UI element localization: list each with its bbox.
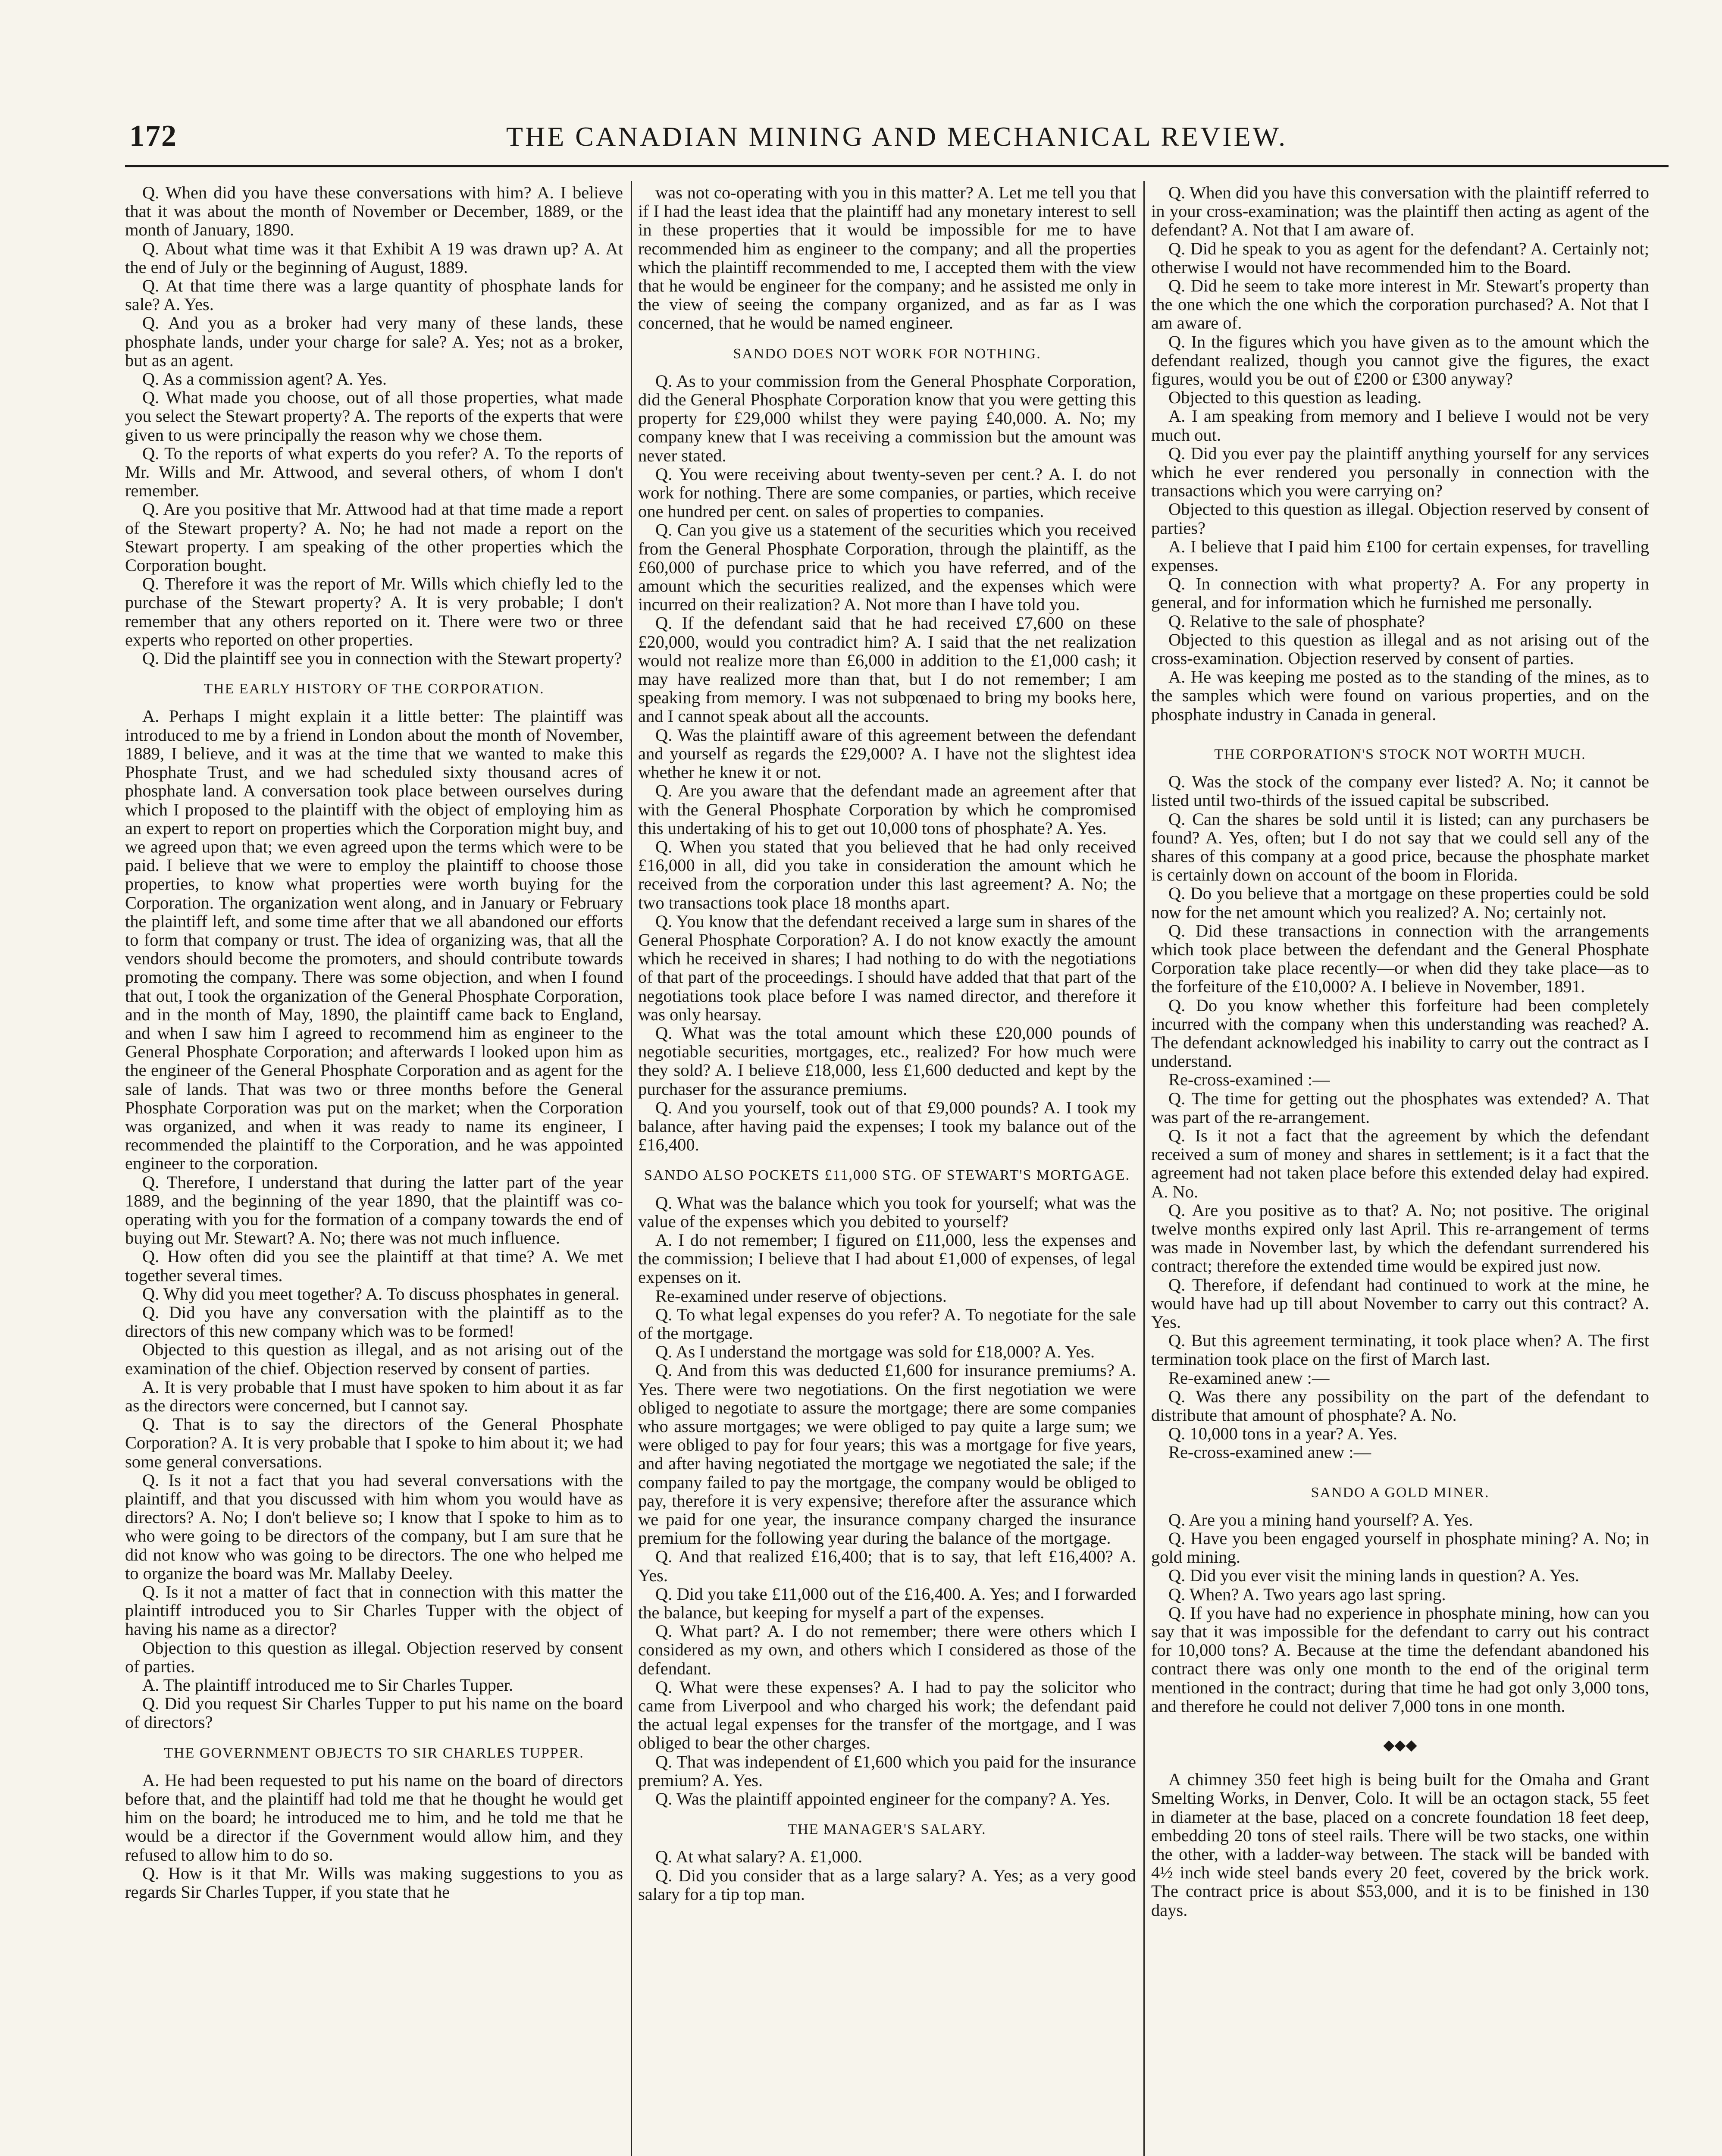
section-heading: SANDO ALSO POCKETS £11,000 STG. OF STEWART'S MORTGAGE. <box>644 1167 1130 1184</box>
paragraph: Q. How often did you see the plaintiff at that time? A. We met together several times. <box>125 1247 623 1285</box>
paragraph: Q. Why did you meet together? A. To discuss phosphates in general. <box>142 1284 620 1304</box>
paragraph: Q. Do you believe that a mortgage on these properties could be sold now for the net amount which you realized? A. No; certainly not. <box>1151 884 1649 922</box>
paragraph: Q. Did he speak to you as agent for the defendant? A. Certainly not; otherwise I would not have recommended him to the Board. <box>1151 238 1649 277</box>
article-column-2 <box>638 183 1136 2156</box>
paragraph: Q. As I understand the mortgage was sold for £18,000? A. Yes. <box>655 1342 1095 1362</box>
paragraph: Q. Is it not a matter of fact that in connection with this matter the plaintiff introduced you to Sir Charles Tupper with the object of having his name as a director? <box>125 1582 623 1639</box>
paragraph: Q. What was the balance which you took for yourself; what was the value of the expenses which you debited to yourself? <box>638 1193 1136 1231</box>
paragraph: Q. When did you have these conversations with him? A. I believe that it was about the month of November or December, 1889, or the month of January, 1890. <box>125 183 623 240</box>
paragraph: Q. Did you take £11,000 out of the £16,400. A. Yes; and I forwarded the balance, but keeping for myself a part of the expenses. <box>638 1584 1136 1623</box>
column-divider <box>631 181 632 2156</box>
paragraph: Q. If you have had no experience in phosphate mining, how can you say that it was impossible for the defendant to carry out his contract for 10,000 tons? A. Because at the time the defendant abandoned his contract there was only one month to the end of the original term mentioned in the contract; during that time he had got only 3,000 tons, and therefore he could not deliver 7,000 tons in one month. <box>1151 1603 1649 1716</box>
paragraph: Q. When? A. Two years ago last spring. <box>1168 1584 1446 1604</box>
paragraph: Q. And from this was deducted £1,600 for insurance premiums? A. Yes. There were two negotiations. On the first negotiation we were obliged to negotiate to assure the mortgage; there are some companies who assure mortgages; we were obliged to pay quite a large sum; we were obliged to pay for four years; this was a mortgage for five years, and after having negotiated the mortgage we negotiated the sale; if the company failed to pay the mortgage, the company would be obliged to pay, therefore it is very expensive; therefore after the assurance which we paid for one year, the insurance company charged the insurance premium for the following year during the balance of the mortgage. <box>638 1360 1136 1548</box>
paragraph: Q. In connection with what property? A. For any property in general, and for information which he furnished me personally. <box>1151 574 1649 612</box>
paragraph: Q. What was the total amount which these £20,000 pounds of negotiable securities, mortgages, etc., realized? For how much were they sold? A. I believe £18,000, less £1,600 deducted and kept by the purchaser for the assurance premiums. <box>638 1023 1136 1099</box>
paragraph: Q. Did you consider that as a large salary? A. Yes; as a very good salary for a tip top man. <box>638 1865 1136 1904</box>
paragraph: Objected to this question as illegal. Objection reserved by consent of parties? <box>1151 499 1649 538</box>
paragraph: Q. Relative to the sale of phosphate? <box>1168 611 1425 631</box>
paragraph: Q. What were these expenses? A. I had to pay the solicitor who came from Liverpool and who charged his work; the defendant paid the actual legal expenses for the transfer of the mortgage, and I was obliged to bear the other charges. <box>638 1677 1136 1753</box>
paragraph: Q. When did you have this conversation with the plaintiff referred to in your cross-examination; was the plaintiff then acting as agent of the defendant? A. Not that I am aware of. <box>1151 183 1649 240</box>
paragraph: Re-examined anew :— <box>1168 1368 1330 1388</box>
paragraph: Q. Was the plaintiff appointed engineer for the company? A. Yes. <box>655 1789 1110 1809</box>
paragraph: Q. Do you know whether this forfeiture had been completely incurred with the company when this understanding was reached? A. The defendant acknowledged his inability to carry out the contract as I understand. <box>1151 995 1649 1071</box>
paragraph: Q. About what time was it that Exhibit A 19 was drawn up? A. At the end of July or the beginning of August, 1889. <box>125 238 623 277</box>
paragraph: Q. Did you ever visit the mining lands in question? A. Yes. <box>1168 1566 1579 1586</box>
paragraph: Q. When you stated that you believed that he had only received £16,000 in all, did you take in consideration the amount which he received from the corporation under this last agreement? A. No; the two transactions took place 18 months apart. <box>638 837 1136 912</box>
paragraph: A. He had been requested to put his name on the board of directors before that, and the plaintiff had told me that he thought he would get him on the board; he introduced me to him, and he told me that he would be a director if the Government would allow him, and they refused to allow him to do so. <box>125 1770 623 1865</box>
paragraph: Q. How is it that Mr. Wills was making suggestions to you as regards Sir Charles Tupper, if you state that he <box>125 1863 623 1902</box>
page-number: 172 <box>129 119 177 153</box>
paragraph: Q. Therefore it was the report of Mr. Wills which chiefly led to the purchase of the Stewart property? A. It is very probable; I don't remember that any others reported on it. There were two or three experts who reported on other properties. <box>125 574 623 649</box>
section-heading: THE CORPORATION'S STOCK NOT WORTH MUCH. <box>1214 746 1586 762</box>
paragraph: Q. If the defendant said that he had received £7,600 on these £20,000, would you contradict him? A. I said that the net realization would not realize more than £6,000 in addition to the £1,000 cash; it may have realized more than that, but I do not remember; I am speaking from memory. I was not subpœnaed to bring my books here, and I cannot speak about all the accounts. <box>638 613 1136 726</box>
paragraph: Q. Are you a mining hand yourself? A. Yes. <box>1168 1510 1473 1529</box>
paragraph: A. It is very probable that I must have spoken to him about it as far as the directors were concerned, but I cannot say. <box>125 1377 623 1415</box>
paragraph: Re-cross-examined anew :— <box>1168 1442 1371 1462</box>
paragraph: Q. To what legal expenses do you refer? A. To negotiate for the sale of the mortgage. <box>638 1304 1136 1343</box>
paragraph: Q. Was the plaintiff aware of this agreement between the defendant and yourself as regards the £29,000? A. I have not the slightest idea whether he knew it or not. <box>638 725 1136 782</box>
paragraph: A. I do not remember; I figured on £11,000, less the expenses and the commission; I believe that I had about £1,000 of expenses, of legal expenses on it. <box>638 1230 1136 1287</box>
paragraph: Q. Did he seem to take more interest in Mr. Stewart's property than the one which the one which the corporation purchased? A. Not that I am aware of. <box>1151 276 1649 333</box>
paragraph: Q. At what salary? A. £1,000. <box>655 1847 863 1867</box>
page-header <box>125 116 1669 163</box>
section-heading: THE GOVERNMENT OBJECTS TO SIR CHARLES TUPPER. <box>164 1745 584 1761</box>
paragraph: Q. Is it not a fact that the agreement by which the defendant received a sum of money and shares in settlement; is it a fact that the agreement had not taken place before this extended delay had expired. A. No. <box>1151 1125 1649 1201</box>
paragraph: Q. Did you have any conversation with the plaintiff as to the directors of this new company which was to be formed! <box>125 1302 623 1341</box>
paragraph: Q. And you yourself, took out of that £9,000 pounds? A. I took my balance, after having paid the expenses; I took my balance out of the £16,400. <box>638 1097 1136 1155</box>
section-heading: THE MANAGER'S SALARY. <box>788 1821 986 1838</box>
paragraph: Q. You know that the defendant received a large sum in shares of the General Phosphate Corporation? A. I do not know exactly the amount which he received in shares; I had nothing to do with the negotiations of that part of the proceedings. I should have added that that part of the negotiations took place before I was named director, and therefore it was only hearsay. <box>638 911 1136 1024</box>
header-rule <box>125 165 1669 167</box>
section-heading: SANDO DOES NOT WORK FOR NOTHING. <box>733 345 1041 362</box>
article-column-3 <box>1151 183 1649 2156</box>
paragraph: Q. Did you request Sir Charles Tupper to put his name on the board of directors? <box>125 1694 623 1732</box>
paragraph: Q. Can you give us a statement of the securities which you received from the General Phosphate Corporation, through the plaintiff, as the £60,000 of purchase price to which you have referred, and of the amount which the securities realized, and the expenses which were incurred on their realization? A. Not more than I have told you. <box>638 520 1136 614</box>
article-column-1 <box>125 183 623 2156</box>
section-heading: SANDO A GOLD MINER. <box>1311 1484 1490 1501</box>
paragraph: Q. And you as a broker had very many of these lands, these phosphate lands, under your charge for sale? A. Yes; not as a broker, but as an agent. <box>125 313 623 370</box>
paragraph: Q. Therefore, if defendant had continued to work at the mine, he would have had up till about November to carry out this contract? A. Yes. <box>1151 1275 1649 1332</box>
paragraph: Q. You were receiving about twenty-seven per cent.? A. I. do not work for nothing. There are some companies, or parties, which receive one hundred per cent. on sales of properties to companies. <box>638 464 1136 521</box>
paragraph: Q. To the reports of what experts do you refer? A. To the reports of Mr. Wills and Mr. Attwood, and several others, of whom I don't remember. <box>125 443 623 501</box>
paragraph: Re-examined under reserve of objections. <box>655 1286 947 1306</box>
paragraph: Objected to this question as illegal, and as not arising out of the examination of the chief. Objection reserved by consent of parties. <box>125 1340 623 1378</box>
paragraph: Q. Was the stock of the company ever listed? A. No; it cannot be listed until two-thirds of the issued capital be subscribed. <box>1151 772 1649 810</box>
journal-title: THE CANADIAN MINING AND MECHANICAL REVIEW. <box>506 121 1288 152</box>
paragraph: A. The plaintiff introduced me to Sir Charles Tupper. <box>142 1675 513 1695</box>
column-divider <box>1143 181 1145 2156</box>
paragraph: Objected to this question as leading. <box>1168 388 1422 407</box>
paragraph: was not co-operating with you in this matter? A. Let me tell you that if I had the least idea that the plaintiff had any monetary interest to sell in these properties that it would be impossible for me to have recommended him as engineer to the company; and all the properties which the plaintiff recommended to me, I accepted them with the view that he would be engineer for the company; and he assisted me only in the view of seeing the company organized, and as far as I was concerned, that he would be named engineer. <box>638 183 1136 333</box>
paragraph: Q. And that realized £16,400; that is to say, that left £16,400? A. Yes. <box>638 1547 1136 1585</box>
paragraph: Q. Did these transactions in connection with the arrangements which took place between the defendant and the General Phosphate Corporation take place recently—or when did they take place—as to the forfeiture of the £10,000? A. I believe in November, 1891. <box>1151 921 1649 997</box>
paragraph: Q. Therefore, I understand that during the latter part of the year 1889, and the beginning of the year 1890, that the plaintiff was co-operating with you for the formation of a company towards the end of buying out Mr. Stewart? A. No; there was not much influence. <box>125 1172 623 1248</box>
paragraph: Q. Can the shares be sold until it is listed; can any purchasers be found? A. Yes, often; but I do not say that we could sell any of the shares of this company at a good price, because the phosphate market is certainly down on account of the boom in Florida. <box>1151 809 1649 885</box>
paragraph: A. He was keeping me posted as to the standing of the mines, as to the samples which were found on various properties, and on the phosphate industry in Canada in general. <box>1151 667 1649 724</box>
paragraph: Q. Have you been engaged yourself in phosphate mining? A. No; in gold mining. <box>1151 1529 1649 1567</box>
section-ornament: ◆◆◆ <box>1383 1737 1417 1754</box>
paragraph: Q. The time for getting out the phosphates was extended? A. That was part of the re-arrangement. <box>1151 1088 1649 1127</box>
paragraph: Q. Is it not a fact that you had several conversations with the plaintiff, and that you discussed with him whom you would have as directors? A. No; I don't believe so; I know that I spoke to him as to who were going to be directors of the company, but I am sure that he did not know who was going to be directors. The one who helped me to organize the board was Mr. Mallaby Deeley. <box>125 1470 623 1583</box>
paragraph: Q. Are you positive as to that? A. No; not positive. The original twelve months expired only last April. This re-arrangement of terms was made in November last, by which the defendant surrendered his contract; therefore the extended time would be expired just now. <box>1151 1200 1649 1276</box>
paragraph: Q. 10,000 tons in a year? A. Yes. <box>1168 1424 1397 1444</box>
paragraph: Q. In the figures which you have given as to the amount which the defendant realized, though you cannot give the figures, the exact figures, would you be out of £200 or £300 anyway? <box>1151 332 1649 389</box>
paragraph: Re-cross-examined :— <box>1168 1070 1330 1090</box>
paragraph: Objection to this question as illegal. Objection reserved by consent of parties. <box>125 1638 623 1676</box>
paragraph: Q. Did the plaintiff see you in connection with the Stewart property? <box>142 649 622 668</box>
paragraph: A. I believe that I paid him £100 for certain expenses, for travelling expenses. <box>1151 536 1649 575</box>
paragraph: Q. At that time there was a large quantity of phosphate lands for sale? A. Yes. <box>125 276 623 314</box>
paragraph: Q. Are you aware that the defendant made an agreement after that with the General Phosphate Corporation by which he compromised this undertaking of his to get out 10,000 tons of phosphate? A. Yes. <box>638 781 1136 838</box>
paragraph: A. I am speaking from memory and I believe I would not be very much out. <box>1151 406 1649 445</box>
paragraph: Q. Did you ever pay the plaintiff anything yourself for any services which he ever rendered you personally in connection with the transactions which you were carrying on? <box>1151 443 1649 501</box>
paragraph: Q. As a commission agent? A. Yes. <box>142 369 387 389</box>
paragraph: Q. That is to say the directors of the General Phosphate Corporation? A. It is very probable that I spoke to him about it; we had some general conversations. <box>125 1414 623 1471</box>
paragraph: Q. As to your commission from the General Phosphate Corporation, did the General Phosphate Corporation know that you were getting this property for £29,000 whilst they were paying £40,000. A. No; my company knew that I was receiving a commission but the amount was never stated. <box>638 371 1136 465</box>
paragraph: Q. But this agreement terminating, it took place when? A. The first termination took place on the first of March last. <box>1151 1331 1649 1369</box>
paragraph: A chimney 350 feet high is being built for the Omaha and Grant Smelting Works, in Denver, Colo. It will be an octagon stack, 55 feet in diameter at the base, placed on a concrete foundation 18 feet deep, embedding 20 tons of steel rails. There will be two stacks, one within the other, with a ladder-way between. The stack will be banded with 4½ inch wide steel bands every 20 feet, covered by the brick work. The contract price is about $53,000, and it is to be finished in 130 days. <box>1151 1770 1649 1920</box>
paragraph: Q. That was independent of £1,600 which you paid for the insurance premium? A. Yes. <box>638 1752 1136 1790</box>
paragraph: Q. Was there any possibility on the part of the defendant to distribute that amount of phosphate? A. No. <box>1151 1386 1649 1425</box>
paragraph: A. Perhaps I might explain it a little better: The plaintiff was introduced to me by a friend in London about the month of November, 1889, I believe, and it was at the time that we wanted to make this Phosphate Trust, and we had scheduled sixty thousand acres of phosphate land. A conversation took place between ourselves during which I proposed to the plaintiff with the object of employing him as an expert to report on properties which the Corporation might buy, and we agreed upon that; we even agreed upon the terms which were to be paid. I believe that we were to employ the plaintiff to choose those properties, to know what properties were worth buying for the Corporation. The organization went along, and in January or February the plaintiff left, and some time after that we all abandoned our efforts to form that company or trust. The idea of organizing was, that all the vendors should become the promoters, and should contribute towards promoting the company. There was some objection, and when I found that out, I took the organization of the General Phosphate Corporation, and in the month of May, 1890, the plaintiff came back to England, and when I saw him I agreed to recommend him as engineer to the General Phosphate Corporation; and afterwards I looked upon him as the engineer of the General Phosphate Corporation and as agent for the sale of lands. That was two or three months before the General Phosphate Corporation was put on the market; when the Corporation was organized, and when it was ready to name its engineer, I recommended the plaintiff to the Corporation, and he was appointed engineer to the corporation. <box>125 706 623 1173</box>
paragraph: Objected to this question as illegal and as not arising out of the cross-examination. Objection reserved by consent of parties. <box>1151 630 1649 668</box>
section-heading: THE EARLY HISTORY OF THE CORPORATION. <box>204 681 545 697</box>
paragraph: Q. What made you choose, out of all those properties, what made you select the Stewart property? A. The reports of the experts that were given to us were principally the reason why we chose them. <box>125 388 623 445</box>
paragraph: Q. What part? A. I do not remember; there were others which I considered as my own, and others which I considered as those of the defendant. <box>638 1621 1136 1678</box>
paragraph: Q. Are you positive that Mr. Attwood had at that time made a report of the Stewart property? A. No; he had not made a report on the Stewart property. I am speaking of the other properties which the Corporation bought. <box>125 499 623 575</box>
